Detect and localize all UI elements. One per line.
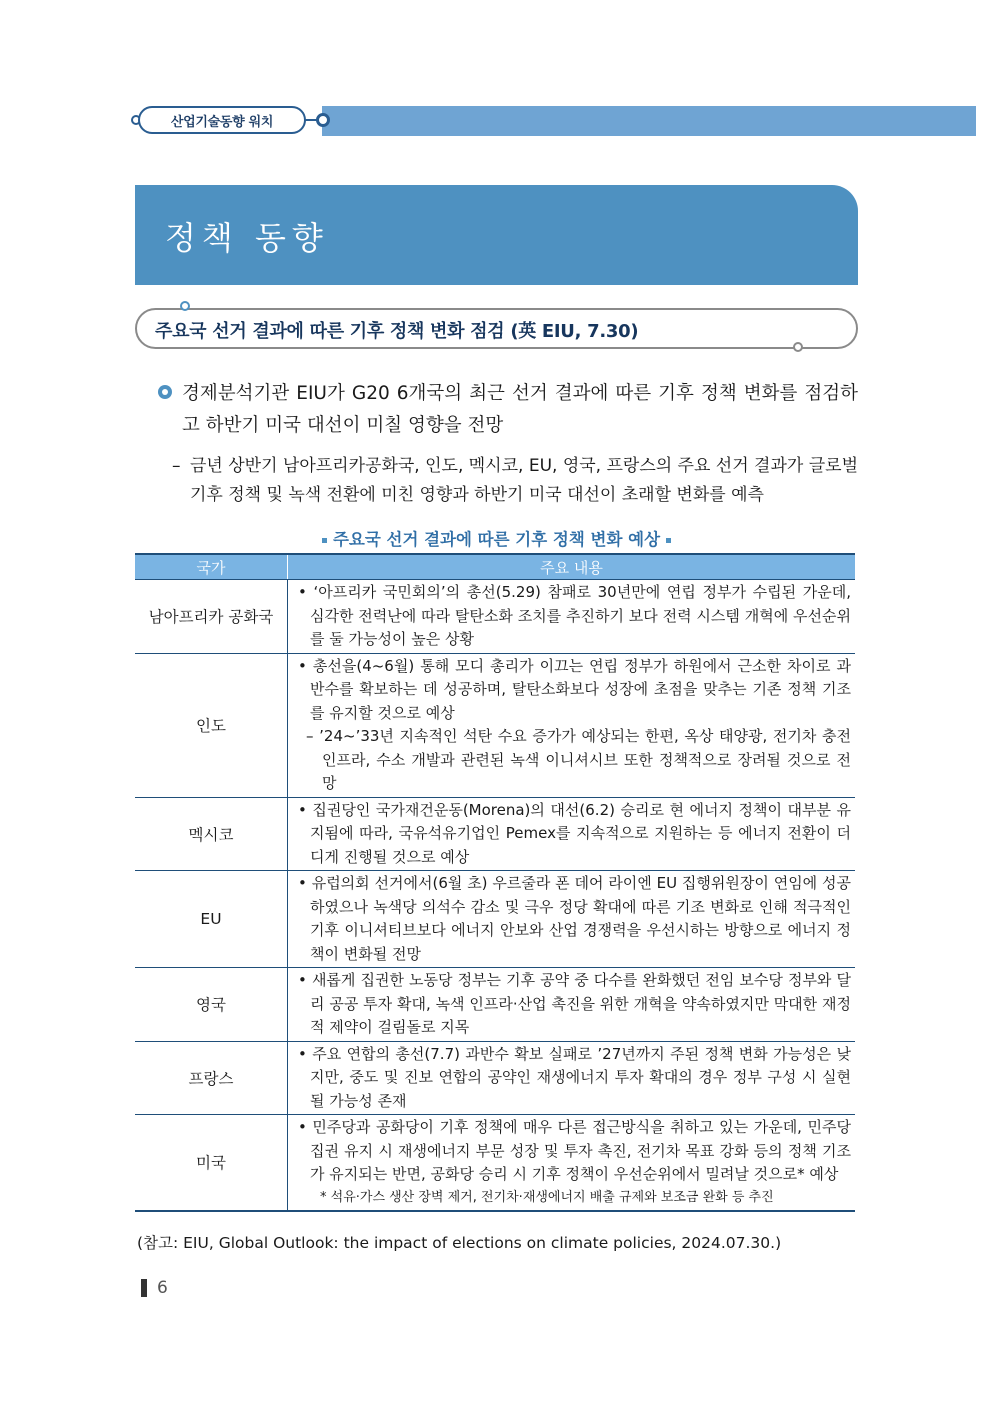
- content-cell: [288, 1041, 856, 1115]
- bullet-mark: •: [298, 1044, 307, 1063]
- header-band: [322, 106, 976, 136]
- sub-bullet-text: 금년 상반기 남아프리카공화국, 인도, 멕시코, EU, 영국, 프랑스의 주요 선거 결과가 글로벌 기후 정책 및 녹색 전환에 미친 영향과 하반기 미국 대선이 초래할 변화를 예측: [190, 456, 858, 505]
- caption-square-icon: [322, 538, 327, 543]
- country-cell: 인도: [135, 653, 288, 797]
- header-content: 주요 내용: [288, 554, 856, 580]
- content-sub-text: ’24~’33년 지속적인 석탄 수요 증가가 예상되는 한편, 옥상 태양광, 전기차 충전 인프라, 수소 개발과 관련된 녹색 이니셔시브 또한 정책적으로 장려될 것으로 전망: [319, 727, 851, 792]
- table-row: [135, 797, 855, 871]
- article-title-box: [135, 308, 858, 349]
- table-row: [135, 1041, 855, 1115]
- country-cell: EU: [135, 871, 288, 968]
- header-right-dot-icon: [316, 113, 330, 127]
- content-bullet: [294, 581, 851, 652]
- bullet-mark: •: [298, 800, 307, 819]
- country-cell: 멕시코: [135, 797, 288, 871]
- content-bullet: [294, 655, 851, 726]
- content-text: 주요 연합의 총선(7.7) 과반수 확보 실패로 ’27년까지 주된 정책 변화 가능성은 낮지만, 중도 및 진보 연합의 공약인 재생에너지 투자 확대의 경우 정부 구성 시 실현될 가능성 존재: [310, 1044, 851, 1110]
- header-label: 산업기술동향 워치: [138, 106, 306, 134]
- content-cell: [288, 968, 856, 1042]
- country-cell: 프랑스: [135, 1041, 288, 1115]
- section-title: 정책 동향: [165, 219, 329, 257]
- content-text: 집권당인 국가재건운동(Morena)의 대선(6.2) 승리로 현 에너지 정책이 대부분 유지됨에 따라, 국유석유기업인 Pemex를 지속적으로 지원하는 등 에너지 전환이 더디게 진행될 것으로 예상: [310, 800, 851, 866]
- dash-mark: –: [306, 727, 314, 745]
- table-caption: [135, 526, 858, 550]
- table-row: [135, 580, 855, 654]
- content-cell: [288, 653, 856, 797]
- page-bar-icon: [141, 1279, 147, 1297]
- table-row: [135, 871, 855, 968]
- dash-mark: –: [172, 456, 181, 476]
- section-banner: [135, 185, 858, 285]
- sub-bullet: [172, 452, 858, 510]
- content-cell: [288, 797, 856, 871]
- caption-text: 주요국 선거 결과에 따른 기후 정책 변화 예상: [332, 530, 661, 549]
- caption-square-icon: [666, 538, 671, 543]
- content-text: ‘아프리카 국민회의’의 총선(5.29) 참패로 30년만에 연립 정부가 수립된 가운데, 심각한 전력난에 따라 탈탄소화 조치를 추진하기 보다 전력 시스템 개혁에 우선순위를 둘 가능성이 높은 상황: [310, 583, 851, 648]
- bullet-mark: •: [298, 583, 307, 601]
- content-bullet: [294, 799, 851, 870]
- content-bullet: [294, 1043, 851, 1114]
- title-top-dot-icon: [180, 301, 190, 311]
- content-text: 총선을(4~6월) 통해 모디 총리가 이끄는 연립 정부가 하원에서 근소한 차이로 과반수를 확보하는 데 성공하며, 탈탄소화보다 성장에 초점을 맞추는 기존 정책 기조를 유지할 것으로 예상: [310, 656, 851, 722]
- country-cell: 남아프리카 공화국: [135, 580, 288, 654]
- content-cell: [288, 871, 856, 968]
- table-row: [135, 968, 855, 1042]
- content-cell: [288, 580, 856, 654]
- content-bullet: [294, 872, 851, 966]
- content-text: 민주당과 공화당이 기후 정책에 매우 다른 접근방식을 취하고 있는 가운데, 민주당 집권 유지 시 재생에너지 부문 성장 및 투자 촉진, 전기차 목표 강화 등의 정책 기조가 유지되는 반면, 공화당 승리 시 기후 정책이 우선순위에서 밀려날 것으로* 예상: [310, 1118, 851, 1183]
- content-cell: [288, 1115, 856, 1211]
- footnote: * 석유·가스 생산 장벽 제거, 전기차·재생에너지 배출 규제와 보조금 완화 등 추진: [320, 1189, 774, 1205]
- page-number: [141, 1278, 168, 1298]
- content-text: 유럽의회 선거에서(6월 초) 우르줄라 폰 데어 라이엔 EU 집행위원장이 연임에 성공하였으나 녹색당 의석수 감소 및 극우 정당 확대에 따른 기조 변화로 인해 적극적인 기후 이니셔티브보다 에너지 안보와 산업 경쟁력을 우선시하는 방향으로 에너지 정책이 변화될 전망: [310, 874, 851, 963]
- content-sub-bullet: [294, 725, 851, 796]
- bullet-mark: •: [298, 656, 307, 675]
- bullet-mark: •: [298, 874, 307, 892]
- reference-note: (참고: EIU, Global Outlook: the impact of elections on climate policies, 2024.07.30.): [137, 1234, 782, 1252]
- table-row: [135, 653, 855, 797]
- bullet-mark: •: [298, 1118, 307, 1136]
- table-header-row: [135, 554, 855, 580]
- country-cell: 미국: [135, 1115, 288, 1211]
- country-cell: 영국: [135, 968, 288, 1042]
- content-bullet: [294, 1116, 851, 1187]
- title-bottom-dot-icon: [793, 342, 803, 352]
- circle-bullet-icon: [158, 385, 172, 399]
- header-country: 국가: [135, 554, 288, 580]
- main-bullet-text: 경제분석기관 EIU가 G20 6개국의 최근 선거 결과에 따른 기후 정책 변화를 점검하고 하반기 미국 대선이 미칠 영향을 전망: [182, 383, 858, 436]
- policy-table: [135, 553, 855, 1212]
- content-text: 새롭게 집권한 노동당 정부는 기후 공약 중 다수를 완화했던 전임 보수당 정부와 달리 공공 투자 확대, 녹색 인프라·산업 촉진을 위한 개혁을 약속하였지만 막대한 재정적 제약이 걸림돌로 지목: [310, 971, 851, 1036]
- bullet-mark: •: [298, 971, 307, 989]
- page-number-text: 6: [157, 1278, 168, 1298]
- article-title: 주요국 선거 결과에 따른 기후 정책 변화 점검 (英 EIU, 7.30): [155, 321, 639, 342]
- content-bullet: [294, 969, 851, 1040]
- table-row: [135, 1115, 855, 1211]
